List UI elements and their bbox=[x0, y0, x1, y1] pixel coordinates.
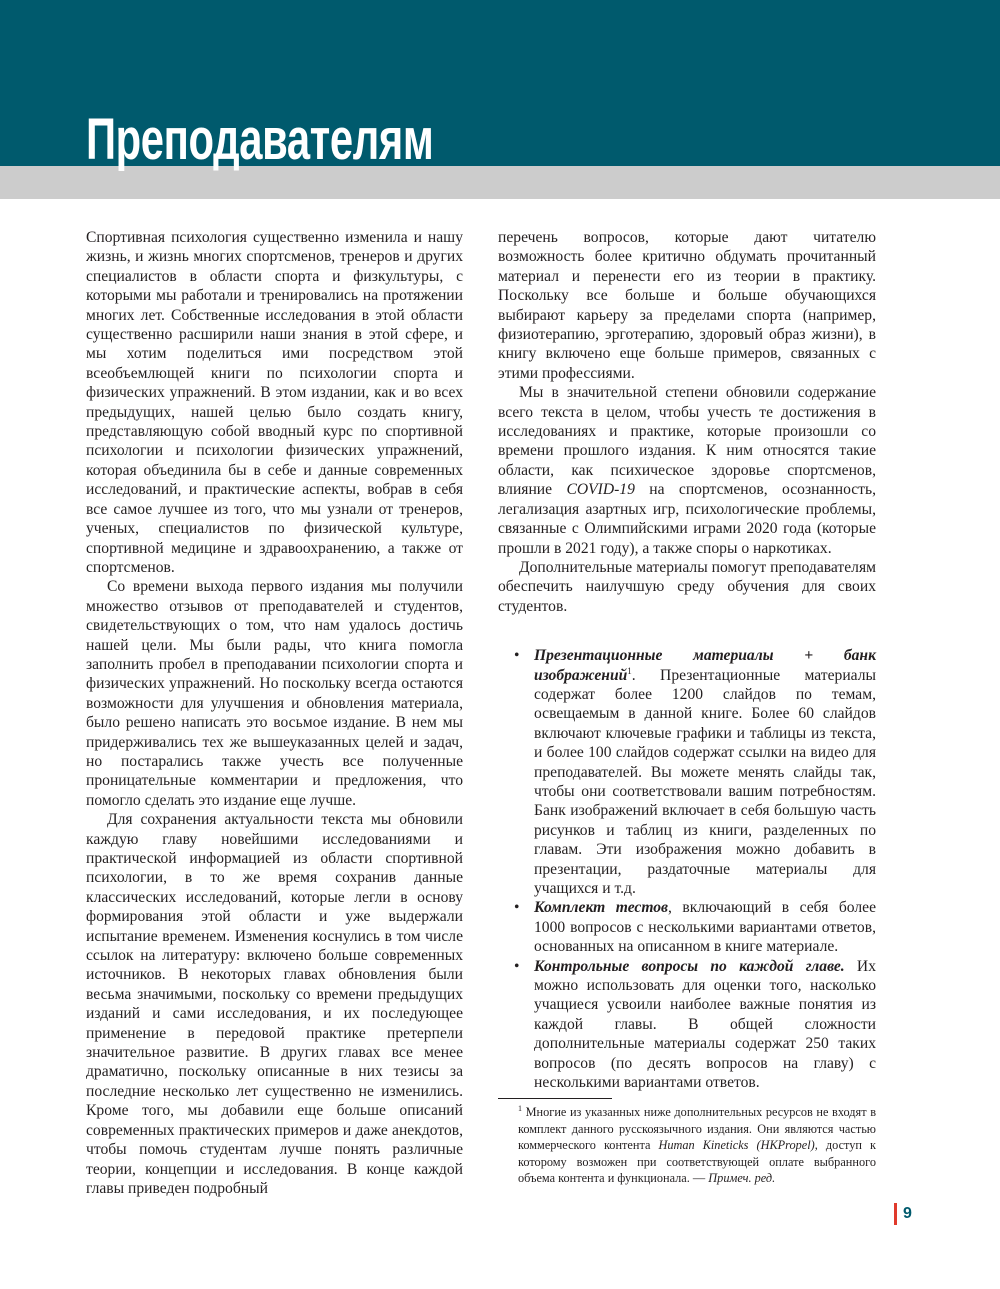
paragraph-content-update-end: на спортсменов, осознанность, легализация азартных игр, психологические проблемы, связанные с Олимпийскими играми 2020 года (которые прошли в 2021 году), а также споры о наркотиках. bbox=[498, 481, 877, 557]
list-item bbox=[498, 898, 876, 956]
paragraph-updates: Для сохранения актуальности текста мы обновили каждую главу новейшими исследованиями и практической информацией из области спортивной психологии, в то же время сохранив данные классических исследований, которые легли в основу формирования этой области и уже выдержали испытание временем. Изменения коснулись в том числе ссылок на литературу: включено больше современных источников. В некоторых главах обновления были весьма значимыми, поскольку со времени предыдущих изданий и сами исследования, и их последующее применение в передовой практике претерпели значительное развитие. В других главах все менее драматично, поскольку описанные в них тезисы за последние несколько лет существенно не изменились. Кроме того, мы добавили еще больше описаний современных практических примеров и даже анекдотов, чтобы помочь студентам лучше понять различные теории, концепции и исследования. В конце каждой главы приведен подробный bbox=[86, 811, 463, 1197]
footnote bbox=[498, 1104, 876, 1187]
bullet-icon: • bbox=[514, 899, 520, 917]
bullet-icon: • bbox=[514, 647, 520, 665]
footnote-mark: 1 bbox=[518, 1103, 522, 1113]
paragraph-continuation: перечень вопросов, которые дают читателю возможность более критично обдумать прочитанный материал и перенести его из теории в практику. Поскольку все больше и больше обучающихся выбирают карьеру за пределами спорта (например, физиотерапию, эрготерапию, здоровый образ жизни), в книгу включено еще больше примеров, связанных с этими профессиями. bbox=[498, 229, 876, 382]
list-item bbox=[498, 957, 876, 1093]
resource-text: Их можно использовать для оценки того, насколько учащиеся усвоили наиболее важные понятия из каждой главы. В общей сложности дополнительные материалы содержат 250 таких вопросов (по десять вопросов на главу) с несколькими вариантами ответов. bbox=[534, 957, 876, 1092]
page-number-bar bbox=[894, 1203, 897, 1225]
resource-term: Презентационные материалы + банк изображений bbox=[534, 647, 876, 684]
list-item bbox=[498, 646, 876, 898]
resource-text: , включающий в себя более 1000 вопросов с несколькими вариантами ответов, основанных на описанном в книге материале. bbox=[534, 899, 876, 956]
resources-list bbox=[498, 646, 876, 1092]
left-column bbox=[86, 228, 463, 1198]
footnote-text-end: , доступ к которому возможен при соответствующей оплате выбранного объема контента и функционала. — bbox=[518, 1138, 876, 1186]
page-number: 9 bbox=[903, 1205, 912, 1222]
right-column bbox=[498, 228, 876, 1092]
bullet-icon: • bbox=[514, 957, 520, 975]
paragraph-additional-materials: Дополнительные материалы помогут преподавателям обеспечить наилучшую среду обучения для своих студентов. bbox=[498, 558, 876, 615]
footnote-ref: 1 bbox=[627, 665, 632, 676]
covid-term: COVID-19 bbox=[566, 481, 635, 499]
resource-term: Комплект тестов bbox=[534, 899, 669, 917]
footnote-text-start: Многие из указанных ниже дополнительных ресурсов не входят в комплект данного русскоязычного издания. Они являются частью коммерческого контента bbox=[518, 1105, 876, 1153]
spacer bbox=[498, 616, 876, 646]
footnote-brand: Human Kineticks (HKPropel) bbox=[658, 1138, 815, 1153]
paragraph-content-update-start: Мы в значительной степени обновили содержание всего текста в целом, чтобы учесть те достижения в исследованиях и практике, которые произошли со времени прошлого издания. К ним относятся такие области, как психическое здоровье спортсменов, влияние bbox=[498, 384, 876, 499]
footnote-divider bbox=[498, 1098, 612, 1099]
footnote-text bbox=[498, 1104, 876, 1187]
resource-text: . Презентационные материалы содержат более 1200 слайдов по темам, освещаемым в данной книге. Более 60 слайдов включают ключевые графики и таблицы из текста, и более 100 слайдов содержат ссылки на видео для преподавателей. Вы можете менять слайды так, чтобы они соответствовали вашим потребностям. Банк изображений включает в себя большую часть рисунков и таблиц из книги, разделенных по главам. Эти изображения можно добавить в презентации, раздаточные материалы для учащихся и т.д. bbox=[534, 666, 876, 897]
paragraph-content-update bbox=[498, 383, 876, 558]
resource-term: Контрольные вопросы по каждой главе. bbox=[534, 957, 845, 975]
page-title: Преподавателям bbox=[86, 107, 434, 172]
paragraph-feedback: Со времени выхода первого издания мы получили множество отзывов от преподавателей и студентов, свидетельствующих о том, что нам удалось достичь нашей цели. Мы были рады, что книга помогла заполнить пробел в преподавании психологии спорта и физических упражнений. Но поскольку всегда остаются возможности для улучшения и обновления материала, было решено написать это восьмое издание. В нем мы придерживались тех же вышеуказанных целей и задач, но постарались также учесть все полученные проницательные комментарии и предложения, что помогло сделать это издание еще лучше. bbox=[86, 578, 463, 809]
editor-note: Примеч. ред. bbox=[708, 1171, 776, 1186]
paragraph-intro: Спортивная психология существенно изменила и нашу жизнь, и жизнь многих спортсменов, тренеров и других специалистов в области спорта и физкультуры, с которыми мы работали и тренировались на протяжении многих лет. Собственные исследования в этой области существенно расширили наши знания в этой сфере, и мы хотим поделиться ими посредством этой всеобъемлющей книги по психологии спорта и физических упражнений. В этом издании, как и во всех предыдущих, нашей целью было создать книгу, представляющую собой вводный курс по спортивной психологии и психологии физических упражнений, которая объединила бы в себе и данные современных исследований, и практические аспекты, вобрав в себя все самое лучшее из того, что мы узнали от тренеров, ученых, специалистов по физической культуре, спортивной медицине и здравоохранению, а также от спортсменов. bbox=[86, 229, 463, 576]
